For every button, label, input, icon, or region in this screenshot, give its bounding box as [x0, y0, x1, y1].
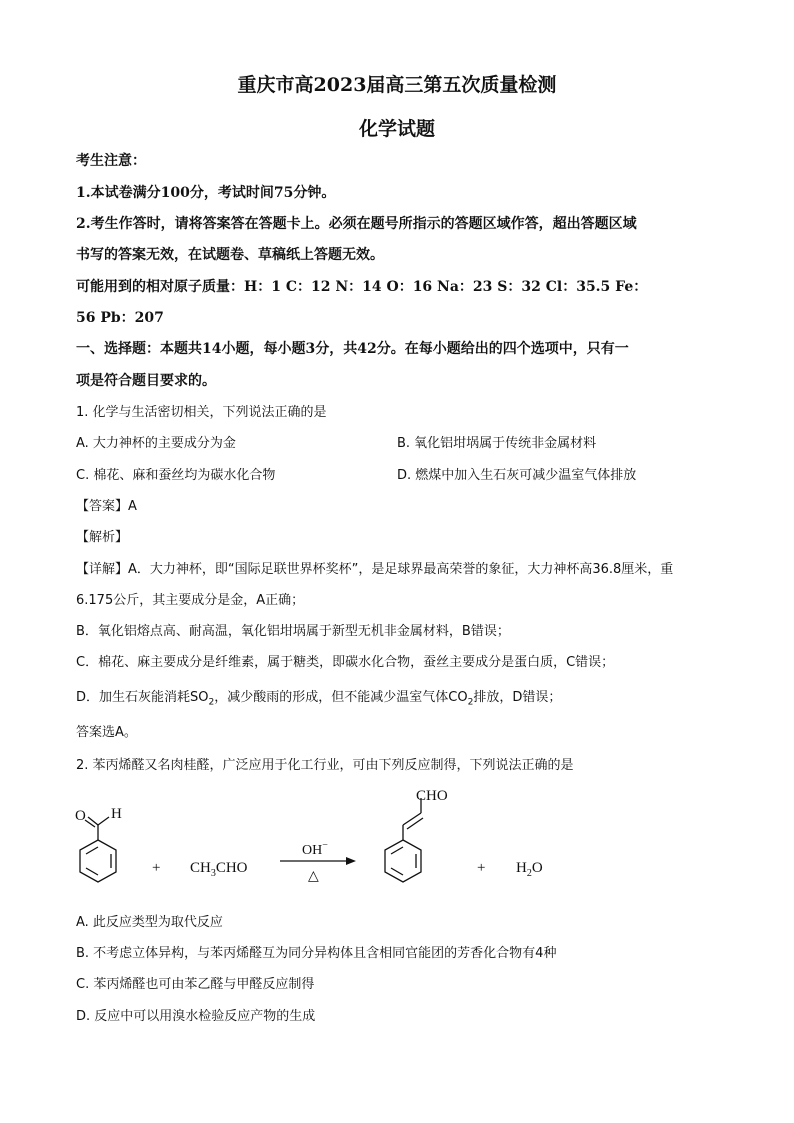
atomic-mass-line-1: 可能用到的相对原子质量：H：1 C：12 N：14 O：16 Na：23 S：32 Cl：35.5 Fe： — [76, 279, 648, 295]
acetaldehyde-sub: 3 — [210, 868, 216, 879]
q1-option-d: D. 燃煤中加入生石灰可减少温室气体排放 — [397, 468, 637, 483]
acetaldehyde-part-1: CH — [190, 860, 211, 876]
condition-hydroxide-charge: − — [322, 840, 328, 851]
q1-analysis-label: 【解析】 — [76, 530, 129, 545]
q1-detail-d-part-3: 排放，D错误； — [473, 690, 562, 705]
cinnamaldehyde-structure — [385, 798, 423, 882]
q1-option-c: C. 棉花、麻和蚕丝均为碳水化合物 — [76, 468, 276, 483]
condition-heat: △ — [308, 868, 319, 884]
atomic-mass-line-2: 56 Pb：207 — [76, 310, 164, 326]
aldehyde-h-label: H — [111, 806, 122, 822]
plus-sign-2: + — [477, 860, 486, 876]
q1-option-b: B. 氧化铝坩埚属于传统非金属材料 — [397, 436, 597, 451]
exam-subtitle: 化学试题 — [358, 118, 435, 140]
q1-detail-d-part-1: D．加生石灰能消耗SO — [76, 690, 209, 705]
q1-answer: 【答案】A — [76, 499, 137, 514]
q2-stem: 2. 苯丙烯醛又名肉桂醛，广泛应用于化工行业，可由下列反应制得，下列说法正确的是 — [76, 758, 574, 773]
product-cho-label: CHO — [416, 788, 448, 804]
plus-sign-1: + — [152, 860, 161, 876]
q1-detail-line-2: 6.175公斤，其主要成分是金，A正确； — [76, 593, 305, 608]
notice-heading: 考生注意： — [76, 153, 146, 169]
reaction-arrow-head — [346, 857, 356, 865]
benzaldehyde-structure — [80, 817, 116, 882]
aldehyde-o-label: O — [75, 808, 86, 824]
q1-detail-d-sub-1: 2 — [208, 697, 215, 708]
acetaldehyde-part-2: CHO — [215, 860, 248, 876]
q1-stem: 1. 化学与生活密切相关，下列说法正确的是 — [76, 405, 327, 420]
condition-hydroxide — [302, 840, 328, 858]
q2-option-c: C. 苯丙烯醛也可由苯乙醛与甲醛反应制得 — [76, 977, 315, 992]
water-sub: 2 — [526, 868, 532, 879]
q1-detail-d — [76, 686, 561, 708]
q1-option-a: A. 大力神杯的主要成分为金 — [76, 436, 236, 451]
q1-detail-line-1: 【详解】A．大力神杯，即“国际足联世界杯奖杯”，是足球界最高荣誉的象征，大力神杯高36.8厘米，重 — [76, 562, 674, 577]
q1-detail-c: C．棉花、麻主要成分是纤维素，属于糖类，即碳水化合物，蚕丝主要成分是蛋白质，C错误； — [76, 655, 615, 670]
section-heading-line-1: 一、选择题：本题共14小题，每小题3分，共42分。在每小题给出的四个选项中，只有一 — [76, 341, 629, 357]
water-formula — [516, 860, 543, 879]
section-heading-line-2: 项是符合题目要求的。 — [76, 373, 216, 389]
notice-item-1: 1.本试卷满分100分，考试时间75分钟。 — [76, 185, 336, 201]
acetaldehyde-formula — [190, 860, 248, 879]
exam-title: 重庆市高2023届高三第五次质量检测 — [237, 74, 557, 96]
q2-option-b: B. 不考虑立体异构，与苯丙烯醛互为同分异构体且含相同官能团的芳香化合物有4种 — [76, 946, 557, 961]
notice-item-2-line-2: 书写的答案无效，在试题卷、草稿纸上答题无效。 — [76, 247, 384, 263]
condition-hydroxide-text: OH — [302, 843, 323, 858]
reaction-scheme — [66, 780, 666, 898]
q1-detail-b: B．氧化铝熔点高、耐高温，氧化铝坩埚属于新型无机非金属材料，B错误； — [76, 624, 510, 639]
water-part-2: O — [531, 860, 543, 876]
q1-conclusion: 答案选A。 — [76, 725, 137, 740]
notice-item-2-line-1: 2.考生作答时，请将答案答在答题卡上。必须在题号所指示的答题区域作答，超出答题区域 — [76, 216, 637, 232]
q2-option-d: D. 反应中可以用溴水检验反应产物的生成 — [76, 1009, 316, 1024]
q1-detail-d-sub-2: 2 — [467, 697, 474, 708]
water-part-1: H — [516, 860, 527, 876]
q1-detail-d-part-2: ，减少酸雨的形成，但不能减少温室气体CO — [214, 690, 468, 705]
q2-option-a: A. 此反应类型为取代反应 — [76, 915, 223, 930]
